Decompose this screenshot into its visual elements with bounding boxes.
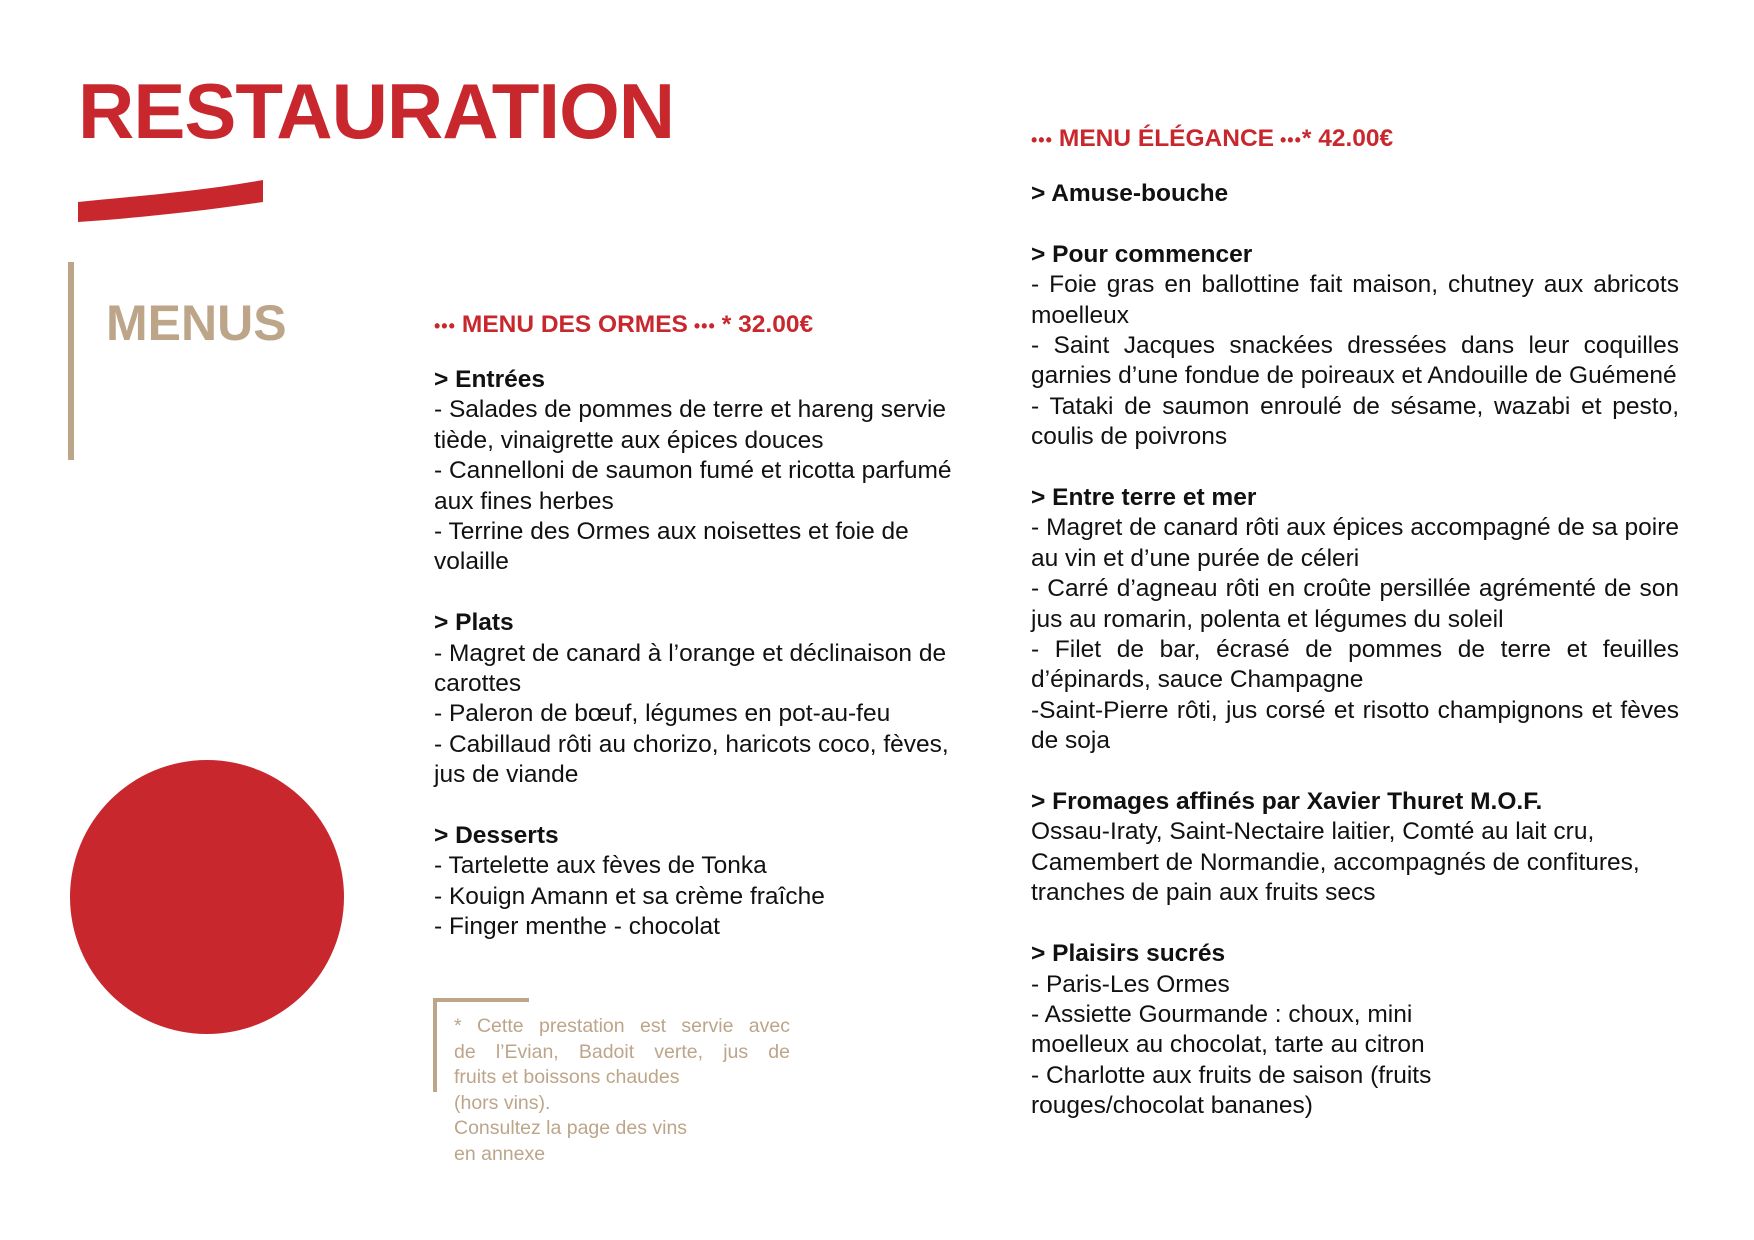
menu-item: - Carré d’agneau rôti en croûte persillée agrémenté de son jus au romarin, polenta et légumes du soleil: [1031, 575, 1679, 633]
menu-item: - Finger menthe - chocolat: [434, 913, 720, 941]
menu-item: - Magret de canard à l’orange et déclinaison de carottes: [434, 639, 947, 698]
menu-item: - Cabillaud rôti au chorizo, haricots coco, fèves, jus de viande: [434, 730, 949, 789]
menu-item: - Magret de canard rôti aux épices accompagné de sa poire au vin et d’une purée de céleri: [1031, 514, 1679, 572]
note-line: de l’Evian, Badoit verte, jus de: [454, 1040, 790, 1063]
menu-item: -Saint-Pierre rôti, jus corsé et risotto champignons et fèves de soja: [1031, 696, 1679, 755]
menu-item: - Charlotte aux fruits de saison (fruits rouges/chocolat bananes): [1031, 1061, 1432, 1120]
course-title: > Desserts: [434, 822, 559, 850]
menu-item: - Cannelloni de saumon fumé et ricotta parfumé aux fines herbes: [434, 457, 952, 515]
dots-ornament: •••: [687, 316, 722, 336]
section-accent-bar: [68, 262, 74, 460]
dots-ornament: •••: [1031, 130, 1059, 150]
page-title: RESTAURATION: [78, 67, 675, 155]
menu-item: - Tataki de saumon enroulé de sésame, wazabi et pesto, coulis de poivrons: [1031, 392, 1679, 451]
menu-item: - Paleron de bœuf, légumes en pot-au-feu: [434, 700, 891, 728]
menu-name: MENU ÉLÉGANCE: [1058, 125, 1274, 152]
menu-header: [1031, 120, 1679, 159]
course-title: > Entre terre et mer: [1031, 484, 1257, 512]
menu-price: * 32.00€: [721, 311, 814, 338]
dots-ornament: •••: [434, 316, 462, 336]
menu-item: - Terrine des Ormes aux noisettes et foie de volaille: [434, 518, 909, 576]
menu-item: - Foie gras en ballottine fait maison, chutney aux abricots moelleux: [1031, 271, 1679, 329]
red-circle-decoration: [70, 760, 344, 1034]
note-line: Consultez la page des vins: [454, 1117, 688, 1139]
menu-item: - Tartelette aux fèves de Tonka: [434, 852, 767, 880]
course-title: > Amuse-bouche: [1031, 180, 1229, 207]
brush-stroke-decoration: [76, 176, 266, 224]
course-title: > Plaisirs sucrés: [1031, 940, 1226, 968]
menu-item: - Assiette Gourmande : choux, mini moelleux au chocolat, tarte au citron: [1031, 1000, 1425, 1059]
section-label: MENUS: [106, 295, 287, 351]
menu-name: MENU DES ORMES: [461, 311, 688, 338]
menu-item: - Filet de bar, écrasé de pommes de terre et feuilles d’épinards, sauce Champagne: [1031, 636, 1679, 694]
course-title: > Pour commencer: [1031, 240, 1253, 268]
note-line: en annexe: [454, 1142, 546, 1165]
note-line: fruits et boissons chaudes: [454, 1066, 680, 1088]
service-note: [454, 1014, 790, 1167]
menu-header: [434, 306, 954, 345]
menu-item: Ossau-Iraty, Saint-Nectaire laitier, Comté au lait cru, Camembert de Normandie, accompagnés de confitures, tranches de pain aux fruits secs: [1031, 818, 1640, 907]
menu-item: - Salades de pommes de terre et hareng servie tiède, vinaigrette aux épices douces: [434, 396, 947, 454]
menu-item: - Kouign Amann et sa crème fraîche: [434, 882, 825, 910]
dots-ornament: •••: [1273, 130, 1302, 150]
menu-elegance: [1031, 120, 1679, 1122]
course-title: > Entrées: [434, 366, 545, 393]
course-title: > Fromages affinés par Xavier Thuret M.O.F.: [1031, 788, 1543, 816]
note-line: (hors vins).: [454, 1091, 551, 1114]
menu-item: - Paris-Les Ormes: [1031, 970, 1230, 998]
course-title: > Plats: [434, 609, 514, 637]
note-line: * Cette prestation est servie avec: [454, 1015, 790, 1037]
menu-price: * 42.00€: [1301, 125, 1394, 152]
menu-item: - Saint Jacques snackées dressées dans leur coquilles garnies d’une fondue de poireaux et Andouille de Guémené: [1031, 332, 1679, 390]
menu-des-ormes: [434, 306, 954, 943]
